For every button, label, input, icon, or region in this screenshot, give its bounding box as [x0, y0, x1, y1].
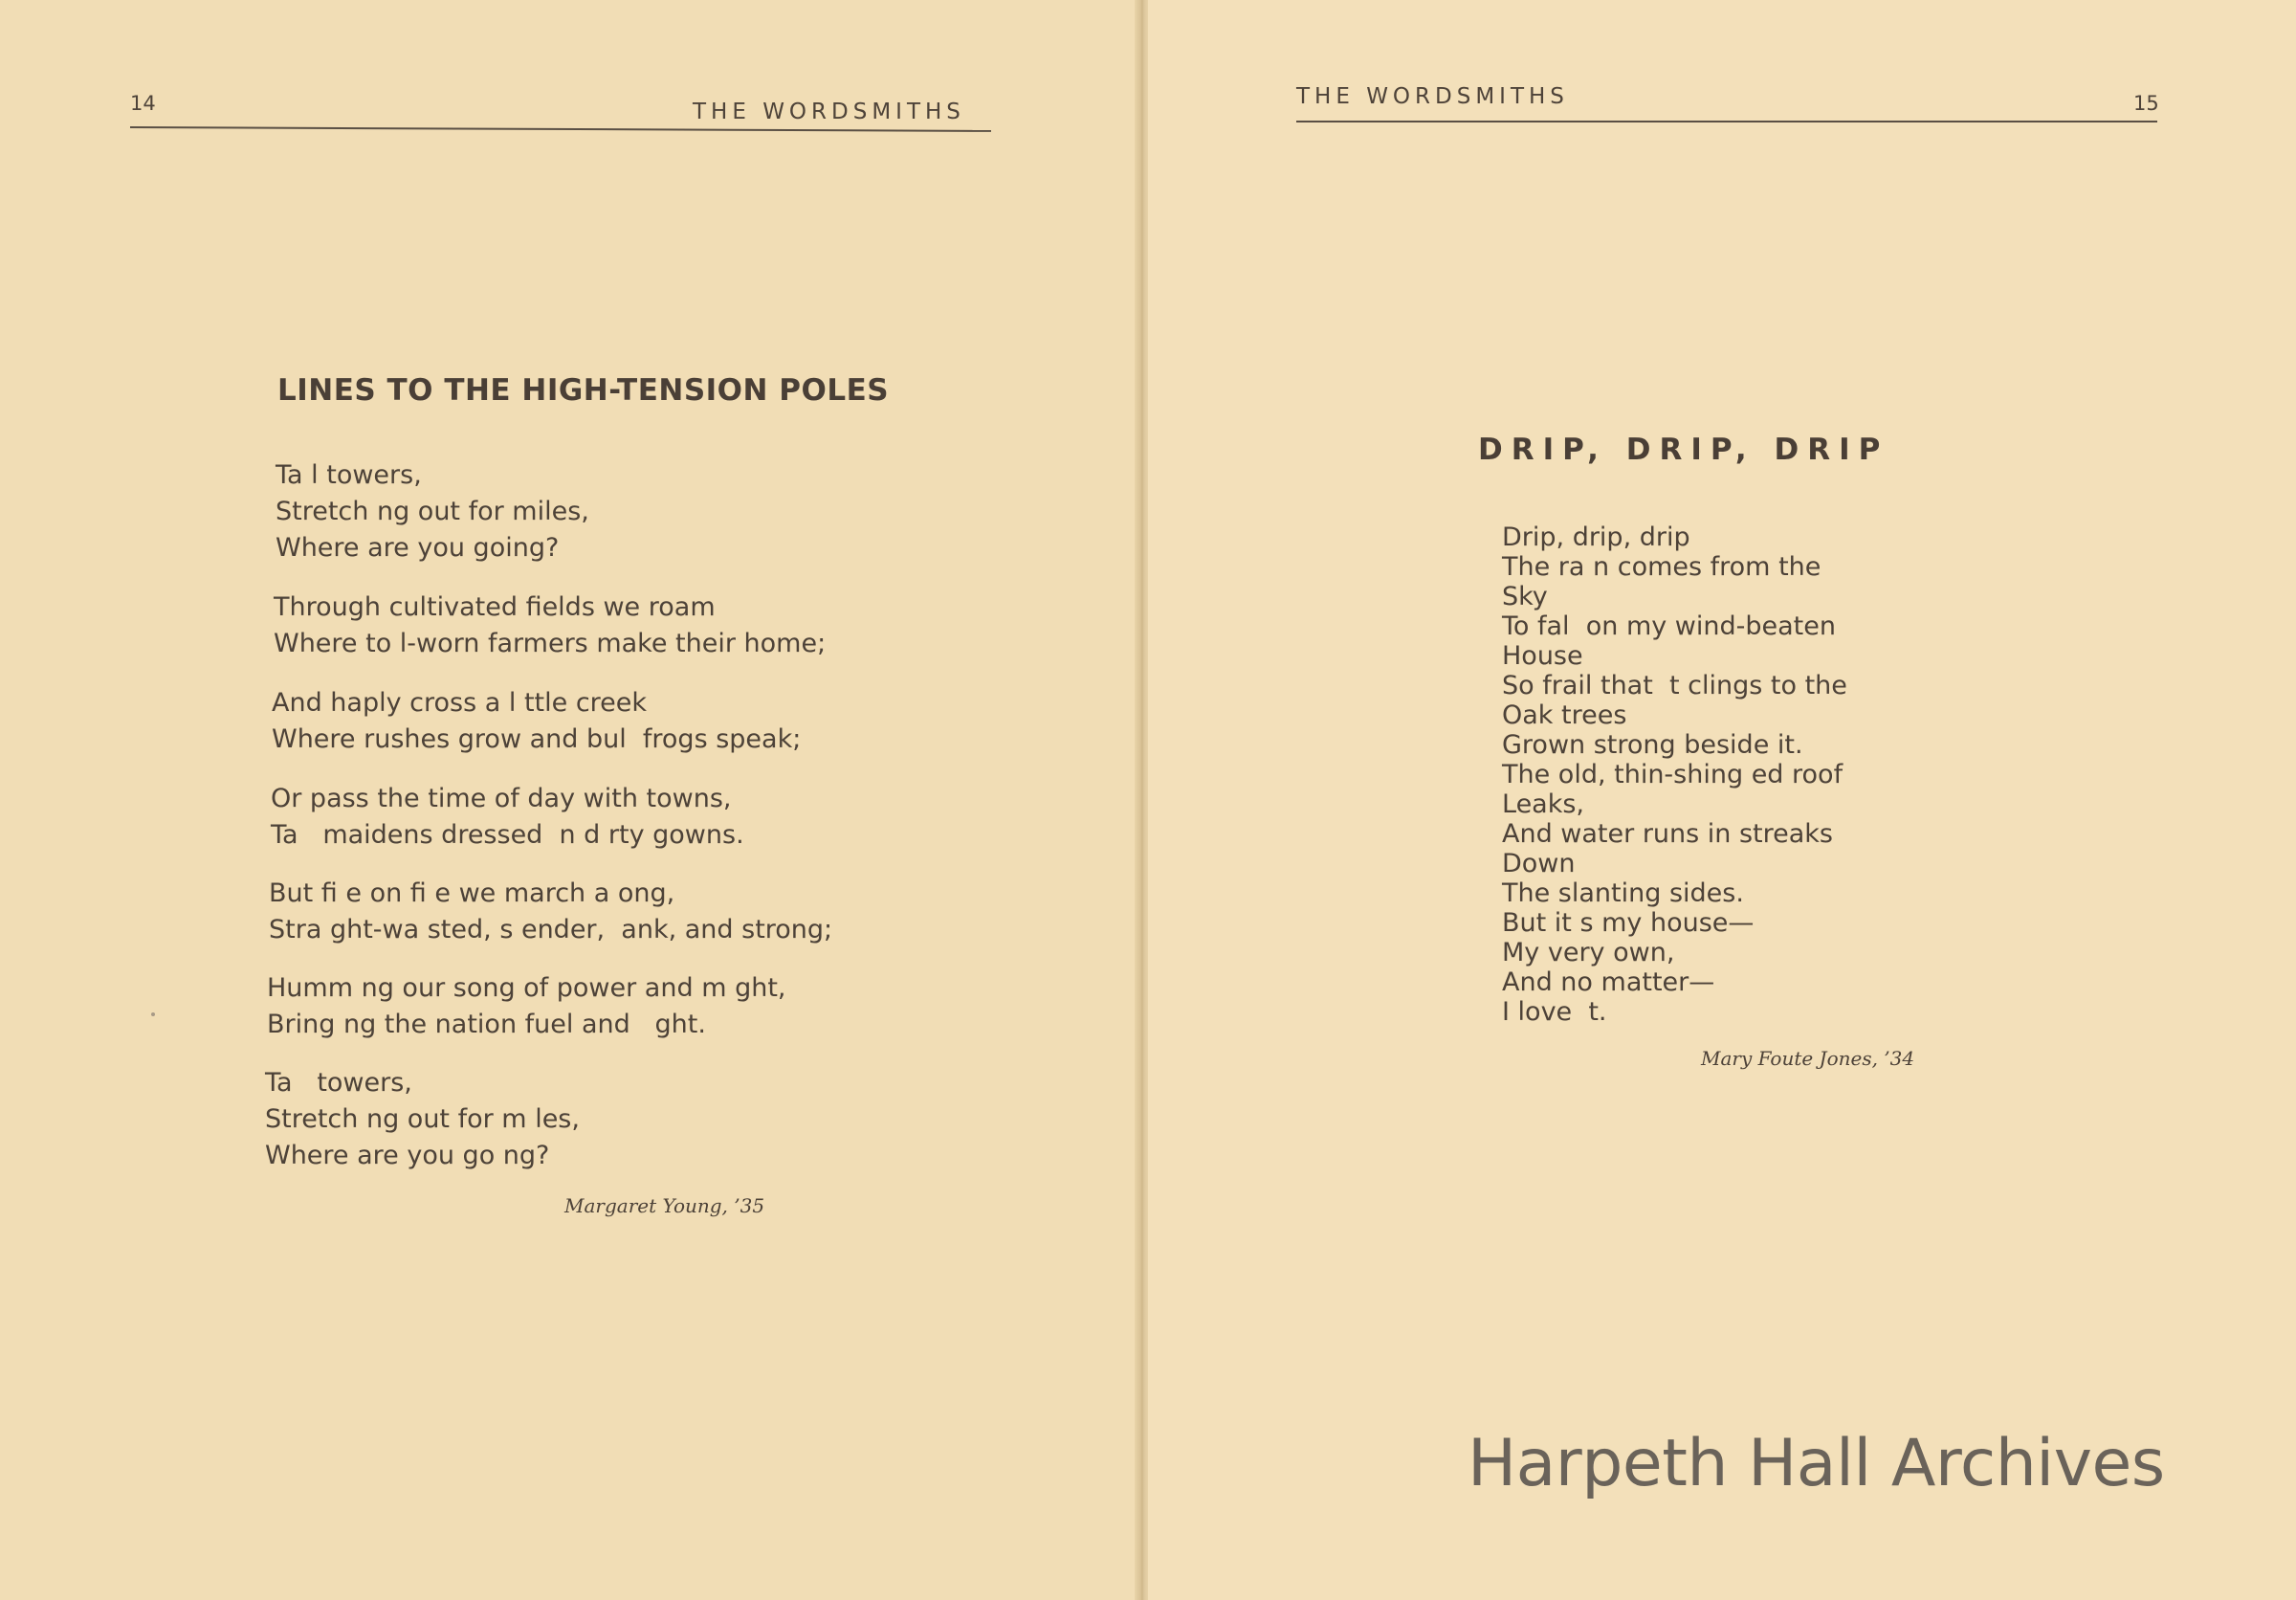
poem-attribution: Margaret Young, ’35 — [564, 1194, 765, 1217]
stanza-3 — [272, 685, 801, 758]
poem-title: DRIP, DRIP, DRIP — [1478, 433, 1889, 467]
stanza-6 — [267, 970, 786, 1043]
poem-line: Grown strong beside it. — [1502, 730, 1803, 760]
stanza-1 — [276, 457, 589, 567]
stanza-2 — [274, 589, 826, 662]
page-number: 14 — [130, 92, 156, 115]
poem-line: And water runs in streaks — [1502, 819, 1834, 849]
poem-line: Drip, drip, drip — [1502, 522, 1690, 552]
poem-line: I love t. — [1502, 997, 1607, 1027]
poem-line: And haply cross a l ttle creek — [272, 688, 648, 718]
poem-line: Where to l-worn farmers make their home; — [274, 629, 827, 658]
poem-line: Down — [1502, 849, 1576, 878]
poem-line: Where rushes grow and bul frogs speak; — [272, 724, 802, 754]
paper-speck — [151, 1012, 155, 1016]
poem-line: The old, thin-shing ed roof — [1502, 760, 1843, 789]
poem-line: Where are you go ng? — [265, 1141, 550, 1170]
poem-line: Bring ng the nation fuel and ght. — [267, 1010, 706, 1039]
poem-line: Where are you going? — [276, 533, 560, 563]
poem-line: And no matter— — [1502, 967, 1715, 997]
running-head: THE WORDSMITHS — [693, 100, 965, 124]
poem-title: LINES TO THE HIGH-TENSION POLES — [277, 373, 890, 408]
page-number: 15 — [2133, 92, 2159, 115]
poem-line: Stretch ng out for m les, — [265, 1104, 580, 1134]
archive-watermark: Harpeth Hall Archives — [1468, 1426, 2165, 1501]
poem-line: My very own, — [1502, 938, 1675, 967]
poem-line: So frail that t clings to the — [1502, 671, 1847, 700]
poem-line: Ta l towers, — [276, 460, 422, 490]
stanza-7 — [265, 1065, 580, 1174]
stanza-4 — [271, 781, 744, 854]
poem-line: But it s my house— — [1502, 908, 1755, 938]
poem-line: Humm ng our song of power and m ght, — [267, 973, 786, 1003]
poem-line: Stretch ng out for miles, — [276, 497, 589, 526]
poem-line: Ta maidens dressed n d rty gowns. — [271, 820, 744, 850]
header-rule — [1296, 121, 2157, 122]
poem-line: Ta towers, — [265, 1068, 412, 1098]
poem-line: Oak trees — [1502, 700, 1627, 730]
stanza-5 — [269, 876, 832, 948]
poem-body — [1502, 522, 1847, 1027]
poem-attribution: Mary Foute Jones, ’34 — [1701, 1047, 1915, 1070]
poem-line: House — [1502, 641, 1583, 671]
left-page — [0, 0, 1138, 1600]
poem-line: Through cultivated fields we roam — [274, 592, 716, 622]
poem-line: The slanting sides. — [1502, 878, 1744, 908]
header-rule — [130, 126, 991, 132]
poem-line: The ra n comes from the — [1502, 552, 1821, 582]
poem-line: But fi e on fi e we march a ong, — [269, 878, 675, 908]
poem-line: To fal on my wind-beaten — [1502, 611, 1836, 641]
poem-line: Stra ght-wa sted, s ender, ank, and strong; — [269, 915, 833, 944]
poem-line: Sky — [1502, 582, 1548, 611]
running-head: THE WORDSMITHS — [1296, 84, 1569, 109]
poem-line: Leaks, — [1502, 789, 1585, 819]
poem-line: Or pass the time of day with towns, — [271, 784, 732, 813]
